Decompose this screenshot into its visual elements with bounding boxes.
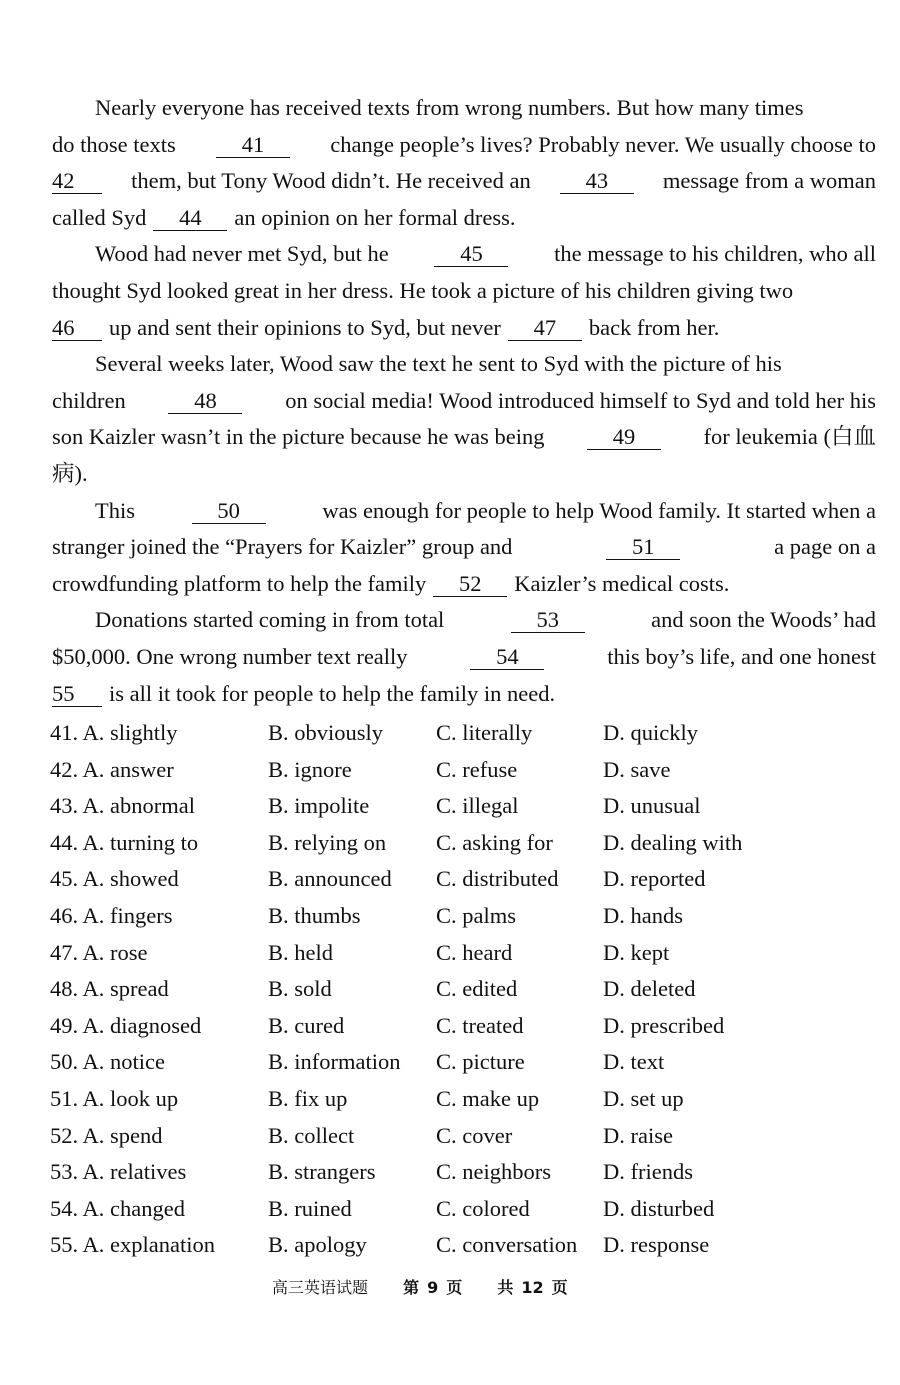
option-B: B. collect [268, 1122, 355, 1148]
option-A: 43. A. abnormal [50, 793, 195, 819]
passage-line [52, 346, 876, 383]
passage-text: Several weeks later, Wood saw the text he sent to Syd with the picture of his [95, 351, 782, 377]
passage-line [52, 90, 876, 127]
blank-54: 54 [470, 645, 544, 670]
passage-line [52, 419, 876, 456]
option-A: 46. A. fingers [50, 902, 173, 928]
blank-46: 46 [52, 316, 102, 341]
passage-line [52, 456, 876, 493]
option-B: B. obviously [268, 720, 384, 745]
option-A: 41. A. slightly [50, 720, 178, 745]
question-options-45 [50, 861, 870, 898]
passage-text: and soon the Woods’ had [651, 607, 876, 633]
option-C: C. palms [436, 902, 517, 928]
option-A: 50. A. notice [50, 1049, 165, 1075]
option-B: B. information [268, 1049, 401, 1075]
page-suffix: 页 [446, 1278, 463, 1297]
option-D: D. quickly [603, 720, 698, 745]
blank-43: 43 [560, 169, 634, 194]
option-B: B. apology [268, 1232, 367, 1258]
total-pages [497, 1278, 567, 1297]
option-B: B. ruined [268, 1195, 352, 1221]
option-A: 53. A. relatives [50, 1159, 187, 1185]
option-A: 54. A. changed [50, 1195, 185, 1221]
passage-text: Wood had never met Syd, but he [95, 241, 389, 267]
blank-44: 44 [153, 206, 227, 231]
option-D: D. unusual [603, 793, 701, 819]
option-A: 48. A. spread [50, 976, 169, 1002]
passage-line [52, 200, 876, 237]
option-C: C. edited [436, 976, 518, 1002]
question-options-44 [50, 825, 870, 862]
page-indicator [403, 1278, 462, 1297]
passage-text: thought Syd looked great in her dress. He took a picture of his children giving two [52, 277, 794, 303]
page-prefix: 第 [403, 1278, 420, 1297]
total-suffix: 页 [551, 1278, 568, 1297]
option-B: B. ignore [268, 756, 352, 782]
option-D: D. friends [603, 1159, 693, 1185]
passage-text: son Kaizler wasn’t in the picture because he was being [52, 424, 545, 450]
passage-line [52, 493, 876, 530]
passage-text: called Syd [52, 204, 147, 230]
passage-text: an opinion on her formal dress. [234, 204, 516, 230]
option-A: 45. A. showed [50, 866, 179, 892]
total-number: 12 [521, 1278, 544, 1297]
option-D: D. reported [603, 866, 706, 892]
option-B: B. cured [268, 1012, 345, 1038]
passage-text: up and sent their opinions to Syd, but never [109, 314, 501, 340]
question-options-52 [50, 1118, 870, 1155]
option-A: 44. A. turning to [50, 829, 199, 855]
option-D: D. save [603, 756, 671, 782]
question-options-55 [50, 1227, 870, 1264]
question-options-49 [50, 1008, 870, 1045]
option-C: C. picture [436, 1049, 525, 1075]
passage-text: a page on a [774, 534, 876, 560]
option-A: 51. A. look up [50, 1085, 179, 1111]
passage-line [52, 236, 876, 273]
passage-text: back from her. [588, 314, 720, 340]
passage-line [52, 310, 876, 347]
option-A: 55. A. explanation [50, 1232, 215, 1258]
passage-text: is all it took for people to help the family in need. [109, 680, 556, 706]
option-B: B. relying on [268, 829, 387, 855]
passage-text: children [52, 387, 126, 413]
option-C: C. heard [436, 939, 513, 965]
option-C: C. make up [436, 1085, 540, 1111]
question-options-42 [50, 752, 870, 789]
passage-line [52, 566, 876, 603]
option-D: D. response [603, 1232, 710, 1258]
passage-text: 病). [52, 460, 88, 486]
option-C: C. conversation [436, 1232, 578, 1258]
option-B: B. impolite [268, 793, 370, 819]
passage-text: crowdfunding platform to help the family [52, 570, 427, 596]
page-number: 9 [427, 1278, 439, 1297]
passage-text: this boy’s life, and one honest [607, 643, 876, 669]
option-D: D. deleted [603, 976, 696, 1002]
blank-45: 45 [434, 242, 508, 267]
page-footer [272, 1275, 598, 1298]
option-A: 42. A. answer [50, 756, 174, 782]
option-B: B. fix up [268, 1085, 348, 1111]
blank-53: 53 [511, 608, 585, 633]
option-D: D. dealing with [603, 829, 743, 855]
option-C: C. illegal [436, 793, 519, 819]
passage-text: $50,000. One wrong number text really [52, 643, 408, 669]
blank-51: 51 [606, 535, 680, 560]
option-B: B. announced [268, 866, 392, 892]
blank-52: 52 [433, 572, 507, 597]
option-D: D. prescribed [603, 1012, 725, 1038]
passage-line [52, 529, 876, 566]
option-C: C. literally [436, 720, 533, 745]
passage-text: do those texts [52, 131, 176, 157]
option-D: D. kept [603, 939, 670, 965]
option-B: B. strangers [268, 1159, 376, 1185]
blank-47: 47 [508, 316, 582, 341]
question-options-53 [50, 1154, 870, 1191]
passage-text: Kaizler’s medical costs. [514, 570, 730, 596]
question-options-46 [50, 898, 870, 935]
passage-text: on social media! Wood introduced himself to Syd and told her his [285, 387, 876, 413]
cloze-passage [52, 90, 876, 712]
option-B: B. thumbs [268, 902, 361, 928]
option-D: D. raise [603, 1122, 673, 1148]
answer-options [50, 715, 870, 1264]
option-C: C. cover [436, 1122, 513, 1148]
option-D: D. set up [603, 1085, 684, 1111]
option-C: C. asking for [436, 829, 553, 855]
total-prefix: 共 [497, 1278, 514, 1297]
passage-text: This [95, 497, 136, 523]
passage-line [52, 127, 876, 164]
blank-55: 55 [52, 682, 102, 707]
passage-text: change people’s lives? Probably never. We usually choose to [330, 131, 876, 157]
passage-text: them, but Tony Wood didn’t. He received an [131, 168, 531, 194]
blank-49: 49 [587, 425, 661, 450]
exam-title: 高三英语试题 [272, 1278, 369, 1297]
question-options-54 [50, 1191, 870, 1228]
option-C: C. refuse [436, 756, 518, 782]
passage-line [52, 163, 876, 200]
question-options-41 [50, 715, 870, 752]
option-A: 52. A. spend [50, 1122, 163, 1148]
passage-text: the message to his children, who all [554, 241, 876, 267]
option-B: B. sold [268, 976, 332, 1002]
passage-text: Nearly everyone has received texts from wrong numbers. But how many times [95, 95, 804, 120]
option-D: D. text [603, 1049, 665, 1075]
question-options-50 [50, 1044, 870, 1081]
question-options-47 [50, 935, 870, 972]
passage-text: message from a woman [662, 168, 876, 194]
option-A: 47. A. rose [50, 939, 148, 965]
blank-50: 50 [192, 499, 266, 524]
passage-text: stranger joined the “Prayers for Kaizler” group and [52, 534, 513, 560]
passage-line [52, 273, 876, 310]
passage-line [52, 639, 876, 676]
passage-text: Donations started coming in from total [95, 607, 445, 633]
passage-text: was enough for people to help Wood family. It started when a [322, 497, 876, 523]
option-C: C. colored [436, 1195, 530, 1221]
option-C: C. neighbors [436, 1159, 551, 1185]
option-D: D. hands [603, 902, 683, 928]
option-C: C. distributed [436, 866, 559, 892]
option-B: B. held [268, 939, 333, 965]
option-C: C. treated [436, 1012, 524, 1038]
blank-41: 41 [216, 133, 290, 158]
passage-line [52, 602, 876, 639]
passage-text: for leukemia (白血 [703, 424, 876, 450]
passage-line [52, 676, 876, 713]
question-options-43 [50, 788, 870, 825]
option-D: D. disturbed [603, 1195, 715, 1221]
blank-48: 48 [168, 389, 242, 414]
blank-42: 42 [52, 169, 102, 194]
question-options-48 [50, 971, 870, 1008]
passage-line [52, 383, 876, 420]
option-A: 49. A. diagnosed [50, 1012, 202, 1038]
question-options-51 [50, 1081, 870, 1118]
